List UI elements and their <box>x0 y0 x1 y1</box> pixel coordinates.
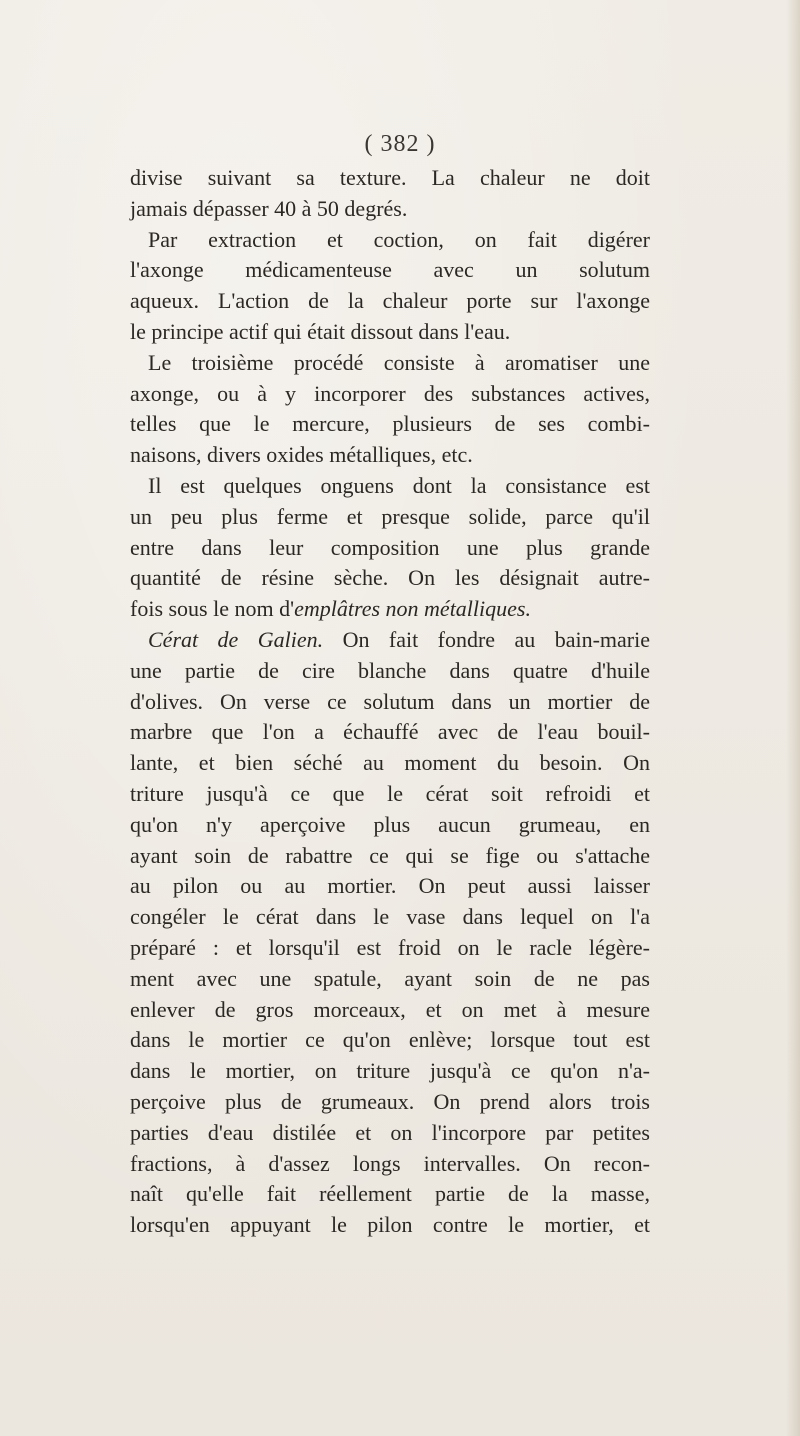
text-line <box>130 625 650 656</box>
text-line: entre dans leur composition une plus grande <box>130 534 650 560</box>
text-line: perçoive plus de grumeaux. On prend alors trois <box>130 1088 650 1114</box>
text-line: lante, et bien séché au moment du besoin. On <box>130 750 650 776</box>
text-line: Le troisième procédé consiste à aromatiser une <box>148 349 650 375</box>
text-line: jamais dépasser 40 à 50 degrés. <box>130 195 408 221</box>
text-line: fois sous le nom d'emplâtres non métalliques. <box>130 596 531 622</box>
text-line: telles que le mercure, plusieurs de ses combi- <box>130 411 650 437</box>
text-line: un peu plus ferme et presque solide, parce qu'il <box>130 503 650 529</box>
text-line: triture jusqu'à ce que le cérat soit refroidi et <box>130 780 650 806</box>
text-line: divise suivant sa texture. La chaleur ne doit <box>130 165 650 190</box>
text-line: naît qu'elle fait réellement partie de la masse, <box>130 1181 650 1207</box>
text-line: qu'on n'y aperçoive plus aucun grumeau, en <box>130 811 650 837</box>
text-line: aqueux. L'action de la chaleur porte sur l'axonge <box>130 288 650 314</box>
text-fragment: On fait fondre au bain-marie <box>342 626 650 652</box>
text-line: naisons, divers oxides métalliques, etc. <box>130 442 473 468</box>
page-number: ( 382 ) <box>364 131 436 157</box>
text-line: dans le mortier ce qu'on enlève; lorsque tout est <box>130 1027 650 1053</box>
text-line: d'olives. On verse ce solutum dans un mortier de <box>130 688 650 714</box>
text-line: marbre que l'on a échauffé avec de l'eau bouil- <box>130 719 650 745</box>
italic-term: emplâtres non métalliques. <box>294 596 531 622</box>
text-line: Par extraction et coction, on fait digérer <box>148 226 650 252</box>
text-line: une partie de cire blanche dans quatre d'huile <box>130 657 650 683</box>
text-line: lorsqu'en appuyant le pilon contre le mortier, et <box>130 1212 650 1238</box>
text-line: le principe actif qui était dissout dans l'eau. <box>130 318 511 344</box>
page-edge-shadow <box>786 0 800 1436</box>
recipe-title: Cérat de Galien. <box>148 626 324 652</box>
text-line: ayant soin de rabattre ce qui se fige ou s'attache <box>130 842 650 868</box>
text-line: l'axonge médicamenteuse avec un solutum <box>130 257 650 283</box>
text-line: préparé : et lorsqu'il est froid on le racle légère- <box>130 934 650 960</box>
text-line: enlever de gros morceaux, et on met à mesure <box>130 996 650 1022</box>
text-line: fractions, à d'assez longs intervalles. On recon- <box>130 1150 650 1176</box>
text-line: dans le mortier, on triture jusqu'à ce qu'on n'a- <box>130 1058 650 1084</box>
text-line: axonge, ou à y incorporer des substances actives, <box>130 380 650 406</box>
text-fragment: fois sous le nom <box>130 596 274 622</box>
text-line: au pilon ou au mortier. On peut aussi laisser <box>130 873 650 899</box>
text-line: quantité de résine sèche. On les désignait autre- <box>130 565 650 591</box>
text-line: Il est quelques onguens dont la consistance est <box>148 472 650 498</box>
body-text <box>130 163 650 1241</box>
text-line: parties d'eau distilée et on l'incorpore par petites <box>130 1119 650 1145</box>
text-line: congéler le cérat dans le vase dans lequel on l'a <box>130 904 650 930</box>
text-line: ment avec une spatule, ayant soin de ne pas <box>130 965 650 991</box>
